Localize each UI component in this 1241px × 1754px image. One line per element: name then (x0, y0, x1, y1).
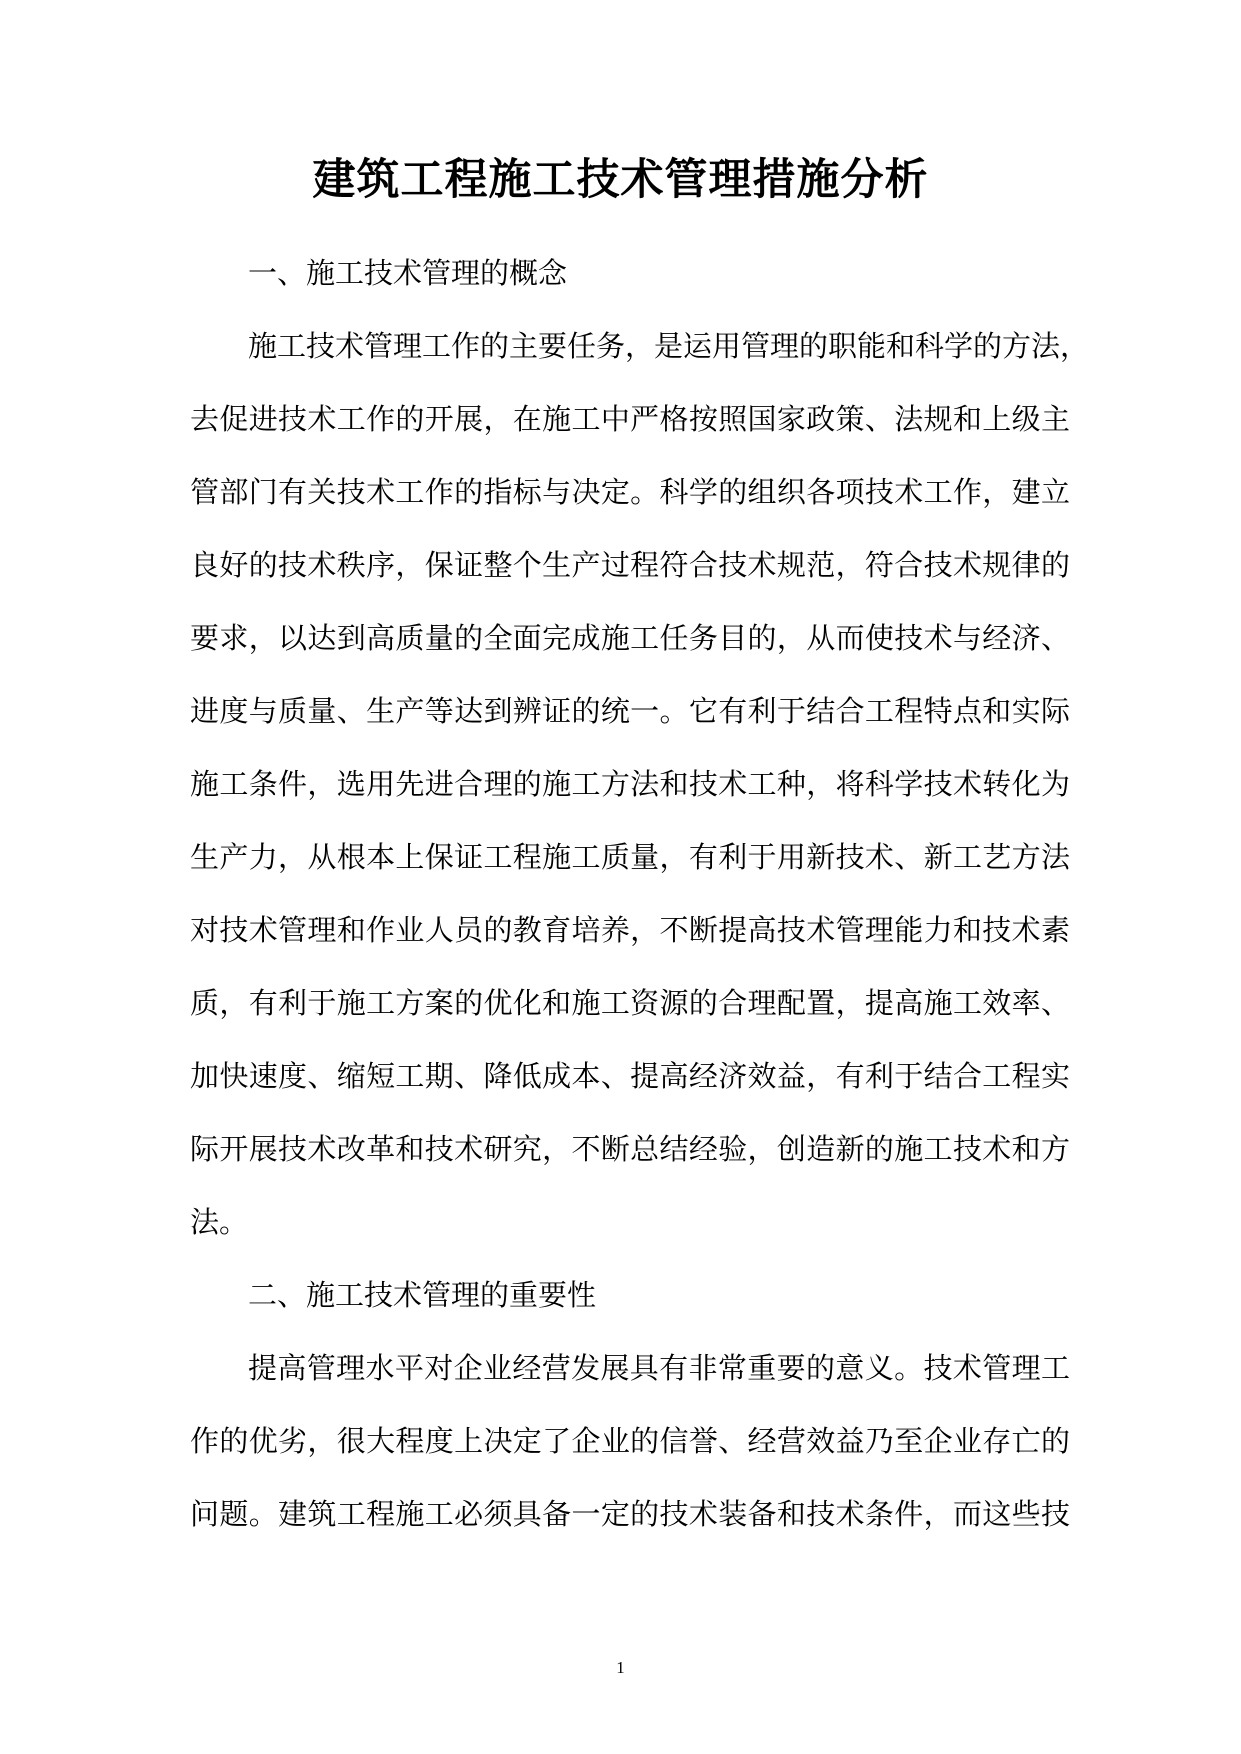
paragraph-line: 提高管理水平对企业经营发展具有非常重要的意义。技术管理工 (248, 1351, 1070, 1385)
paragraph-line: 质，有利于施工方案的优化和施工资源的合理配置，提高施工效率、 (190, 986, 1070, 1020)
section-1 (190, 237, 1070, 310)
paragraph-line: 良好的技术秩序，保证整个生产过程符合技术规范，符合技术规律的 (190, 548, 1070, 582)
paragraph-line: 对技术管理和作业人员的教育培养，不断提高技术管理能力和技术素 (190, 913, 1070, 947)
section-2-paragraph (190, 1332, 1070, 1551)
paragraph-line: 法。 (190, 1205, 249, 1239)
paragraph-line: 进度与质量、生产等达到辨证的统一。它有利于结合工程特点和实际 (190, 694, 1070, 728)
paragraph-line: 生产力，从根本上保证工程施工质量，有利于用新技术、新工艺方法 (190, 840, 1070, 874)
paragraph-line: 施工条件，选用先进合理的施工方法和技术工种，将科学技术转化为 (190, 767, 1070, 801)
paragraph-line: 施工技术管理工作的主要任务，是运用管理的职能和科学的方法， (248, 329, 1090, 363)
section-1-paragraph (190, 310, 1090, 1259)
paragraph-line: 要求，以达到高质量的全面完成施工任务目的，从而使技术与经济、 (190, 621, 1070, 655)
paragraph-line: 际开展技术改革和技术研究，不断总结经验，创造新的施工技术和方 (190, 1132, 1070, 1166)
section-heading: 一、施工技术管理的概念 (248, 256, 568, 290)
document-title: 建筑工程施工技术管理措施分析 (312, 155, 929, 205)
paragraph-line: 作的优劣，很大程度上决定了企业的信誉、经营效益乃至企业存亡的 (190, 1424, 1070, 1458)
paragraph-line: 问题。建筑工程施工必须具备一定的技术装备和技术条件，而这些技 (190, 1497, 1070, 1531)
section-heading: 二、施工技术管理的重要性 (248, 1278, 597, 1312)
paragraph-line: 加快速度、缩短工期、降低成本、提高经济效益，有利于结合工程实 (190, 1059, 1070, 1093)
paragraph-line: 去促进技术工作的开展，在施工中严格按照国家政策、法规和上级主 (190, 402, 1070, 436)
paragraph-line: 管部门有关技术工作的指标与决定。科学的组织各项技术工作，建立 (190, 475, 1070, 509)
section-2 (190, 1259, 1070, 1332)
page-number: 1 (616, 1658, 625, 1677)
